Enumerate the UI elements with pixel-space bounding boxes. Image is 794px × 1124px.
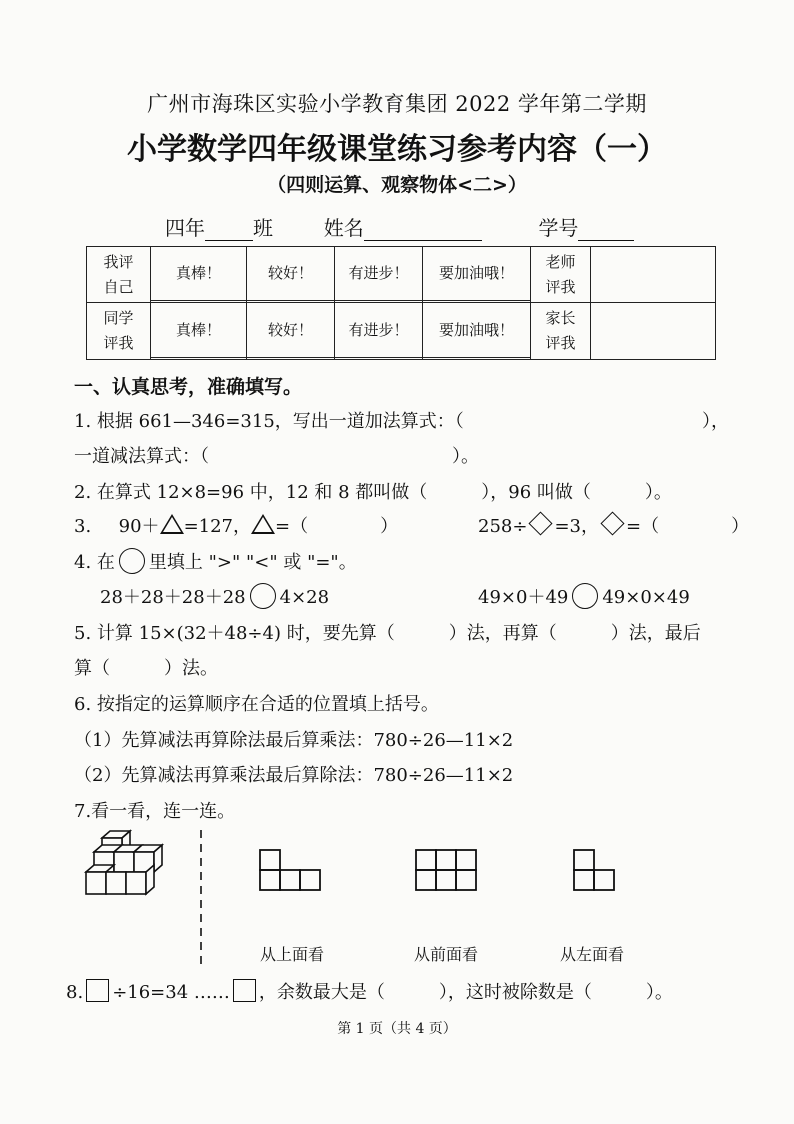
q6-title: 6. 按指定的运算顺序在合适的位置填上括号。 [74,694,439,715]
q6-part1: （1）先算减法再算除法最后算乘法：780÷26—11×2 [74,730,514,751]
q3-a-pre: 90＋ [118,516,160,537]
q7-title: 7.看一看，连一连。 [74,801,236,822]
triangle-icon [251,514,275,534]
remainder-box[interactable] [233,979,256,1002]
parent-eval-header: 家长 评我 [531,303,591,360]
peer-good-box[interactable] [247,357,335,359]
q4-left-expr: 28＋28＋28＋28 [100,587,246,608]
q5-line2: 算（ ）法。 [74,658,218,679]
dashed-divider [196,830,206,970]
q4-title: 4. 在 里填上 ">" "<" 或 "="。 [74,548,357,574]
q3-b-eq: =3， [554,516,599,537]
q3-number: 3. [74,516,92,537]
triangle-icon [160,514,184,534]
q6-part2: （2）先算减法再算乘法最后算除法：780÷26—11×2 [74,765,514,786]
class-blank[interactable] [205,220,253,241]
peer-more: 要加油哦！ [423,303,531,357]
name-label: 姓名 [323,216,364,240]
left-view-figure[interactable] [572,848,616,892]
q8-number: 8. [66,982,84,1003]
self-great: 真棒！ [151,247,247,301]
front-view-figure[interactable] [414,848,478,892]
circle-icon [119,548,145,574]
student-info [165,212,725,241]
peer-great-box[interactable] [151,357,247,359]
peer-good: 较好！ [247,303,335,357]
self-progress: 有进步！ [335,247,423,301]
teacher-eval-header: 老师 评我 [531,247,591,303]
self-more: 要加油哦！ [423,247,531,301]
q4-right-rhs: 49×0×49 [602,587,690,608]
self-eval-header: 我评 自己 [87,247,151,303]
peer-progress: 有进步！ [335,303,423,357]
cube-stack-figure [80,828,180,900]
school-title: 广州市海珠区实验小学教育集团 2022 学年第二学期 [147,92,647,116]
peer-more-box[interactable] [423,357,531,359]
grade-label: 四年 [165,216,205,240]
dividend-box[interactable] [86,979,109,1002]
q4-left-rhs: 4×28 [279,587,330,608]
page-footer: 第 1 页（共 4 页） [337,1021,457,1037]
peer-eval-header: 同学 评我 [87,303,151,360]
q8-rest: ，余数最大是（ ），这时被除数是（ ）。 [258,982,673,1003]
peer-great: 真棒！ [151,303,247,357]
q8-middle: ÷16=34 …… [112,982,230,1003]
q3-right [478,512,749,538]
diamond-icon [600,511,624,535]
q5-line1: 5. 计算 15×(32＋48÷4) 时，要先算（ ）法，再算（ ）法，最后 [74,623,701,644]
q3-a-answer[interactable]: =（ ） [275,516,399,537]
class-label: 班 [253,216,273,240]
q4-right-compare [478,583,690,609]
number-label: 学号 [538,216,579,240]
evaluation-table [86,246,716,360]
diamond-icon [529,511,553,535]
peer-progress-box[interactable] [335,357,423,359]
q8 [66,978,673,1004]
q3-left [74,512,398,538]
q4-left-compare [100,583,329,609]
top-view-figure[interactable] [258,848,322,892]
self-good: 较好！ [247,247,335,301]
teacher-eval-cell[interactable] [591,247,716,303]
q1-line1: 1. 根据 661—346=315，写出一道加法算式：（ [74,411,464,432]
q1-line2-end: ）。 [452,446,479,467]
section-heading: 一、认真思考，准确填写。 [74,376,303,398]
q1-line1-end: ）， [702,411,729,432]
compare-circle-left[interactable] [250,583,276,609]
q3-a-eq: =127， [183,516,252,537]
name-blank[interactable] [364,220,482,241]
q3-b-pre: 258÷ [478,516,528,537]
q2: 2. 在算式 12×8=96 中，12 和 8 都叫做（ ），96 叫做（ ）。 [74,482,672,503]
q1-line2: 一道减法算式：（ [74,446,209,467]
worksheet-subtitle: （四则运算、观察物体<二>） [267,174,527,196]
left-view-caption: 从左面看 [560,945,625,964]
q3-b-answer[interactable]: =（ ） [626,516,750,537]
compare-circle-right[interactable] [572,583,598,609]
parent-eval-cell[interactable] [591,303,716,360]
q4-right-expr: 49×0＋49 [478,587,569,608]
top-view-caption: 从上面看 [260,945,325,964]
front-view-caption: 从前面看 [414,945,479,964]
number-blank[interactable] [578,220,634,241]
worksheet-title: 小学数学四年级课堂练习参考内容（一） [127,132,667,167]
